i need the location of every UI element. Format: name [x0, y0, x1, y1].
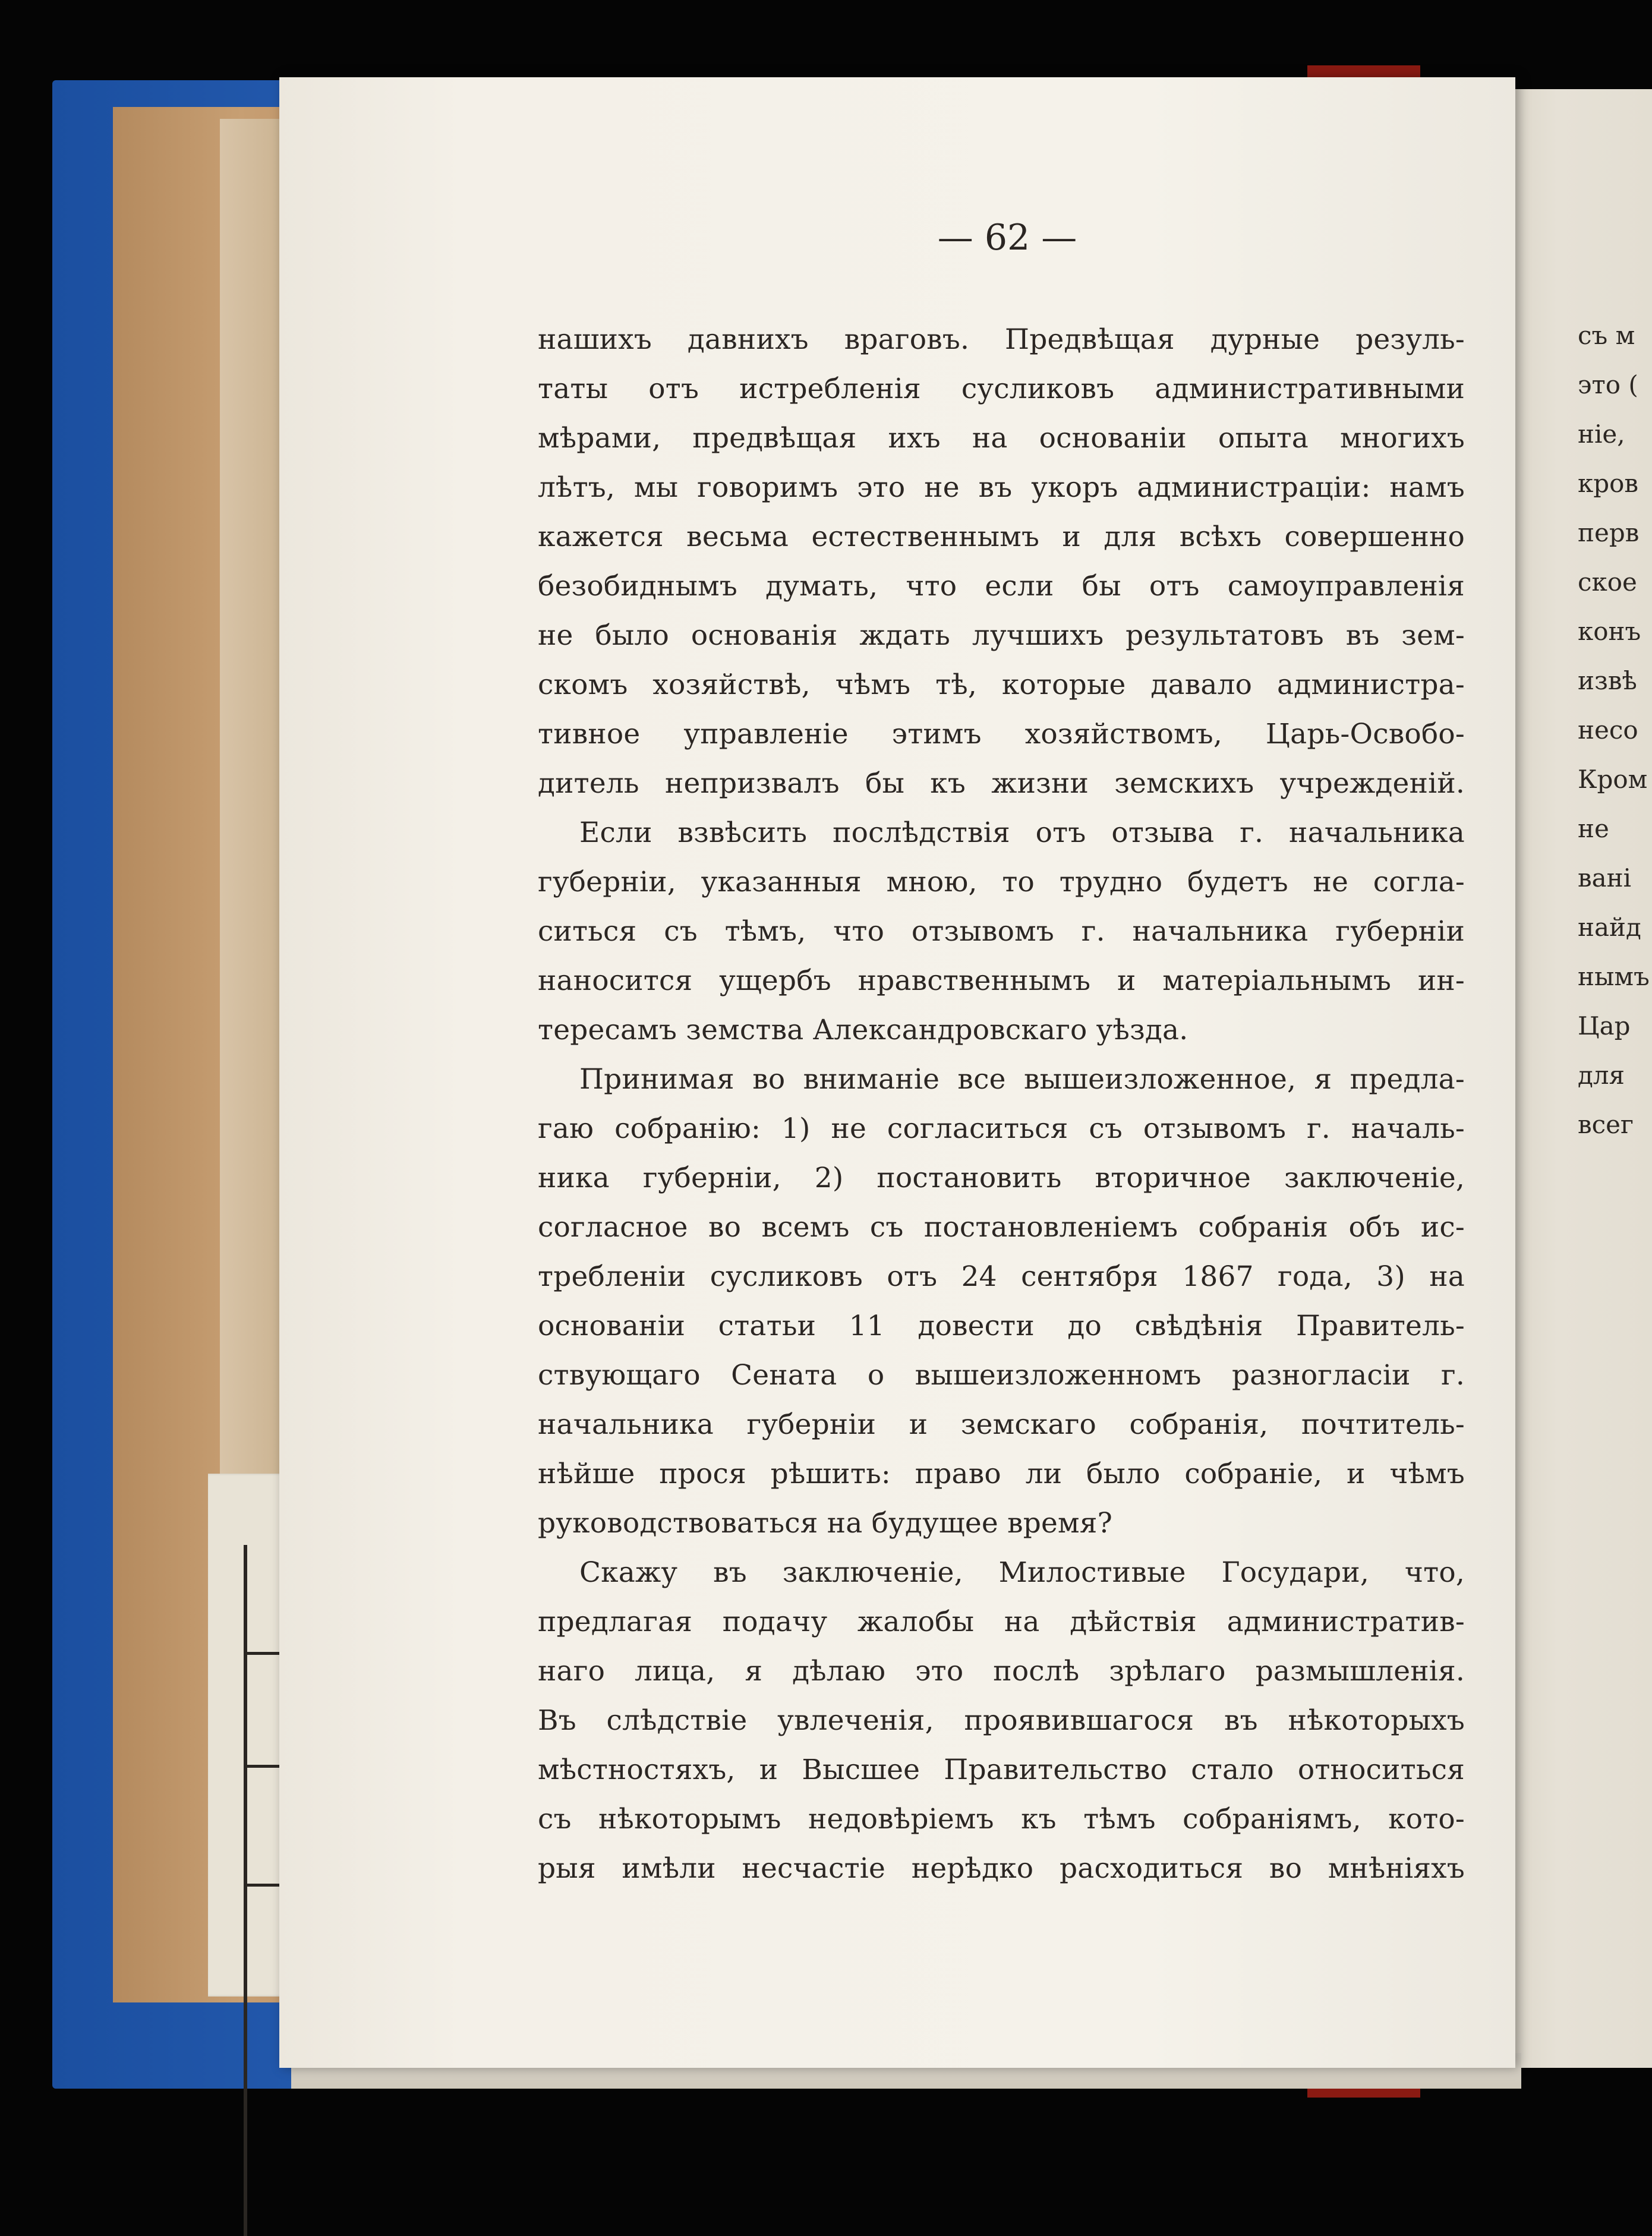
text-line: не было основанія ждать лучшихъ результатовъ въ зем- [538, 619, 1465, 652]
text-line: губерніи, указанныя мною, то трудно будетъ не согла- [538, 866, 1465, 898]
text-line: скомъ хозяйствѣ, чѣмъ тѣ, которые давало администра- [538, 668, 1465, 701]
text-line: рыя имѣли несчастіе нерѣдко расходиться во мнѣніяхъ [538, 1852, 1465, 1885]
facing-page-line: для [1578, 1061, 1625, 1090]
text-line: нѣйше прося рѣшить: право ли было собраніе, и чѣмъ [538, 1458, 1465, 1490]
text-line: согласное во всемъ съ постановленіемъ собранія объ ис- [538, 1211, 1465, 1244]
text-line: требленіи сусликовъ отъ 24 сентября 1867 года, 3) на [538, 1260, 1465, 1293]
page-body-text [538, 315, 1465, 1893]
facing-page-line: съ м [1578, 321, 1635, 350]
text-line: Если взвѣсить послѣдствія отъ отзыва г. начальника [579, 816, 1465, 849]
text-line: основаніи статьи 11 довести до свѣдѣнія Правитель- [538, 1310, 1465, 1342]
facing-page-line: ское [1578, 567, 1637, 597]
text-line: наго лица, я дѣлаю это послѣ зрѣлаго размышленія. [538, 1655, 1465, 1688]
text-line: нашихъ давнихъ враговъ. Предвѣщая дурные резуль- [538, 323, 1465, 356]
text-line: Въ слѣдствіе увлеченія, проявившагося въ нѣкоторыхъ [538, 1704, 1465, 1737]
page-number: — 62 — [937, 217, 1077, 258]
facing-page-line: извѣ [1578, 666, 1637, 695]
ruler-tick [247, 1652, 283, 1655]
text-line: дитель непризвалъ бы къ жизни земскихъ учрежденій. [538, 767, 1465, 800]
ruler-tick [247, 1884, 283, 1887]
text-line: съ нѣкоторымъ недовѣріемъ къ тѣмъ собраніямъ, кото- [538, 1803, 1465, 1836]
text-line: Скажу въ заключеніе, Милостивые Государи, что, [579, 1556, 1465, 1589]
facing-page-line: нымъ [1578, 962, 1650, 991]
facing-page-line: найд [1578, 913, 1641, 942]
facing-page-line: ніе, [1578, 420, 1625, 449]
text-line: кажется весьма естественнымъ и для всѣхъ совершенно [538, 521, 1465, 553]
ruler-tick [247, 1765, 283, 1768]
text-line: наносится ущербъ нравственнымъ и матеріальнымъ ин- [538, 964, 1465, 997]
facing-page-line: несо [1578, 715, 1638, 745]
facing-page-line: всег [1578, 1110, 1634, 1139]
text-line: гаю собранію: 1) не согласиться съ отзывомъ г. началь- [538, 1112, 1465, 1145]
facing-page-line: кров [1578, 469, 1639, 498]
facing-page-line: ванi [1578, 863, 1632, 892]
text-line: ствующаго Сената о вышеизложенномъ разногласіи г. [538, 1359, 1465, 1392]
text-line: Принимая во вниманіе все вышеизложенное, я предла- [579, 1063, 1465, 1096]
text-line: мѣрами, предвѣщая ихъ на основаніи опыта многихъ [538, 422, 1465, 455]
facing-page-line: перв [1578, 518, 1640, 547]
text-line: лѣтъ, мы говоримъ это не въ укоръ администраціи: намъ [538, 471, 1465, 504]
text-line: предлагая подачу жалобы на дѣйствія административ- [538, 1606, 1465, 1638]
text-line: мѣстностяхъ, и Высшее Правительство стало относиться [538, 1754, 1465, 1786]
text-line: тересамъ земства Александровскаго уѣзда. [538, 1014, 1188, 1046]
facing-page-line: это ( [1578, 370, 1638, 399]
text-line: таты отъ истребленія сусликовъ административными [538, 373, 1465, 405]
facing-page-line: Кром [1578, 765, 1648, 794]
text-line: начальника губерніи и земскаго собранія, почтитель- [538, 1408, 1465, 1441]
text-line: ситься съ тѣмъ, что отзывомъ г. начальника губерніи [538, 915, 1465, 948]
text-line: тивное управленіе этимъ хозяйствомъ, Царь-Освобо- [538, 718, 1465, 750]
text-line: руководствоваться на будущее время? [538, 1507, 1113, 1540]
facing-page-line: конъ [1578, 617, 1641, 646]
facing-page-line: не [1578, 814, 1609, 843]
text-line: ника губерніи, 2) постановить вторичное заключеніе, [538, 1162, 1465, 1194]
text-line: безобиднымъ думать, что если бы отъ самоуправленія [538, 570, 1465, 603]
ruler-line [244, 1545, 247, 2236]
facing-page-line: Цар [1578, 1011, 1631, 1040]
